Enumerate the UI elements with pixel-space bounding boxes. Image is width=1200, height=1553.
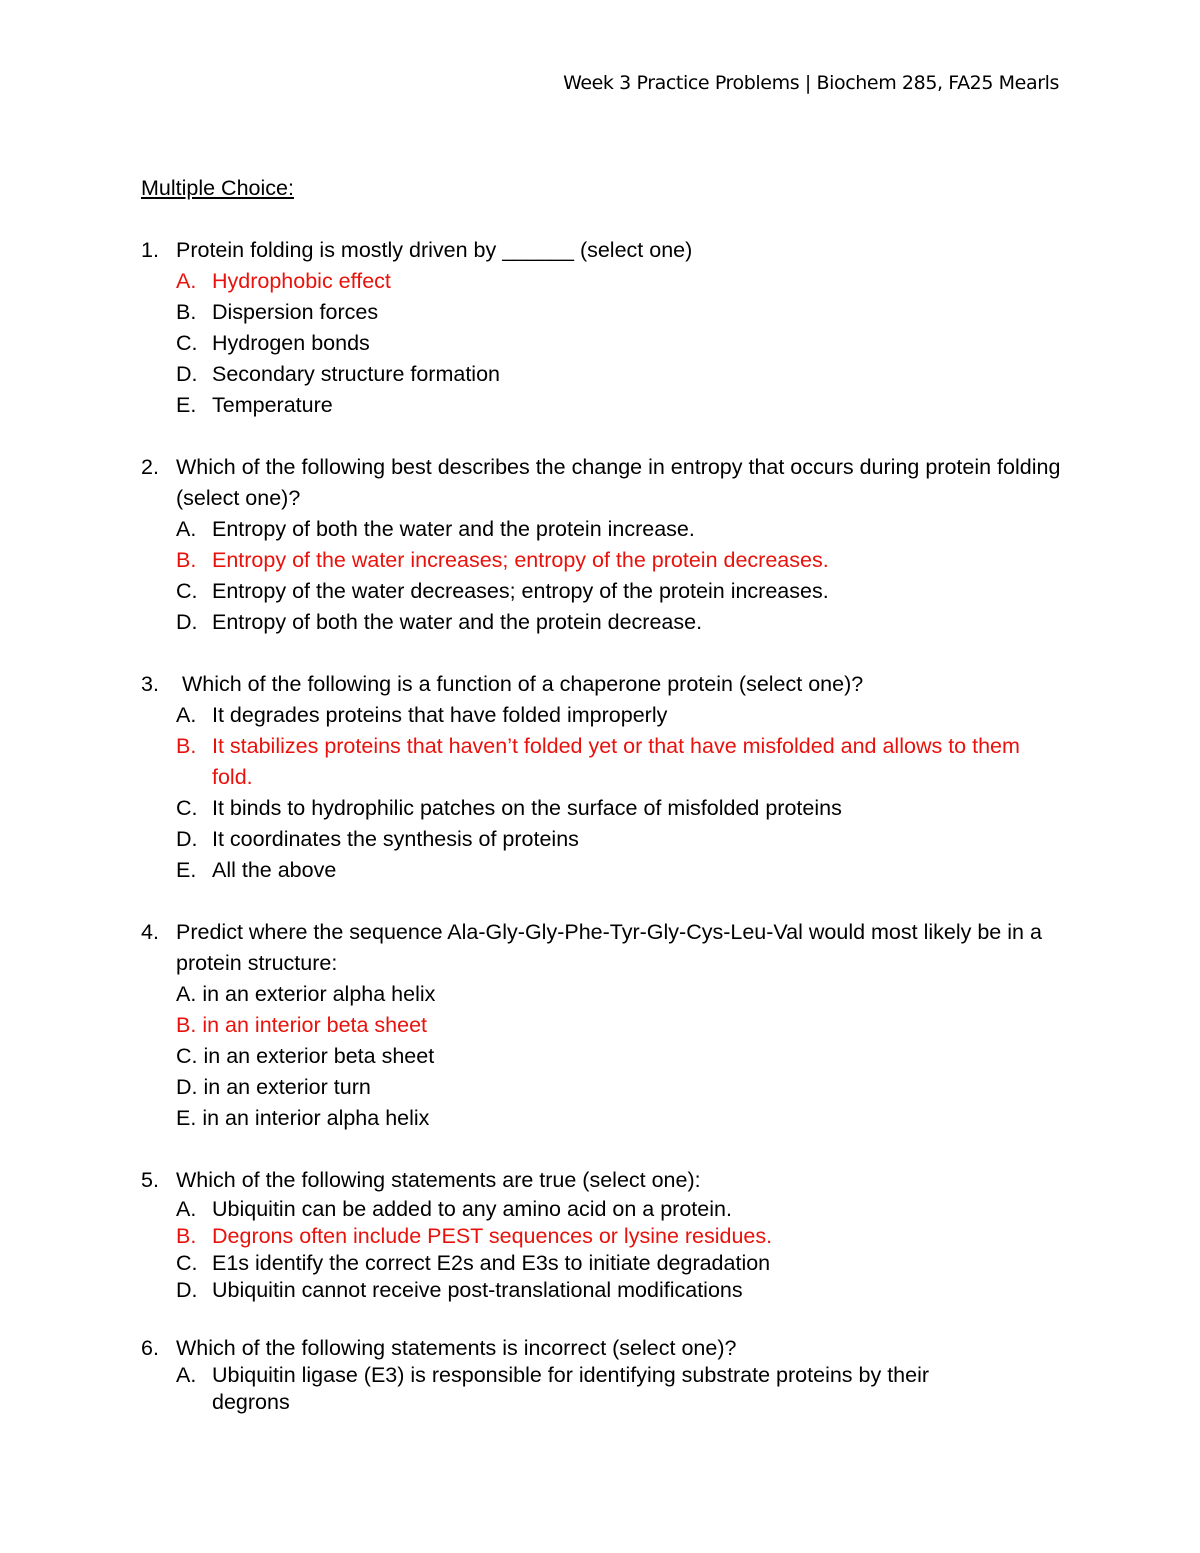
question-number: 2. xyxy=(141,455,159,479)
option-letter: D. xyxy=(176,610,198,634)
answer-option xyxy=(176,1041,1071,1072)
document-body xyxy=(141,173,1071,1447)
option-letter: D. xyxy=(176,1075,198,1099)
answer-option xyxy=(176,359,1071,390)
answer-option xyxy=(176,979,1071,1010)
answer-options xyxy=(141,266,1071,421)
option-text: It degrades proteins that have folded improperly xyxy=(212,703,668,727)
question-text: Which of the following best describes the change in entropy that occurs during protein folding (select one)? xyxy=(176,455,1061,510)
option-text: Ubiquitin can be added to any amino acid on a protein. xyxy=(212,1197,732,1221)
question-1 xyxy=(141,235,1071,421)
answer-option xyxy=(176,793,1071,824)
option-text: Entropy of both the water and the protein decrease. xyxy=(212,610,703,634)
option-text: in an exterior turn xyxy=(203,1075,371,1099)
option-text: Entropy of the water decreases; entropy of the protein increases. xyxy=(212,579,829,603)
question-text: Protein folding is mostly driven by ______ (select one) xyxy=(176,238,693,262)
option-letter: A. xyxy=(176,1363,197,1387)
answer-option xyxy=(176,855,1071,886)
answer-options xyxy=(141,1196,1071,1304)
option-letter: A. xyxy=(176,269,197,293)
option-letter: E. xyxy=(176,1106,197,1130)
answer-option-correct xyxy=(176,1223,1071,1250)
option-letter: C. xyxy=(176,1044,198,1068)
answer-option-correct xyxy=(176,266,1071,297)
option-text: It binds to hydrophilic patches on the surface of misfolded proteins xyxy=(212,796,842,820)
option-letter: C. xyxy=(176,579,198,603)
answer-option xyxy=(176,297,1071,328)
answer-option-correct xyxy=(176,545,1071,576)
question-text: Predict where the sequence Ala-Gly-Gly-Phe-Tyr-Gly-Cys-Leu-Val would most likely be in a protein structure: xyxy=(176,920,1042,975)
option-letter: B. xyxy=(176,300,197,324)
question-text: Which of the following statements is incorrect (select one)? xyxy=(176,1336,737,1360)
question-number: 1. xyxy=(141,238,159,262)
question-6 xyxy=(141,1335,1071,1416)
option-letter: E. xyxy=(176,858,197,882)
option-text: Ubiquitin cannot receive post-translational modifications xyxy=(212,1278,743,1302)
option-text: in an exterior alpha helix xyxy=(202,982,436,1006)
option-text: It coordinates the synthesis of proteins xyxy=(212,827,579,851)
option-letter: C. xyxy=(176,796,198,820)
answer-option xyxy=(176,1072,1071,1103)
option-text: in an exterior beta sheet xyxy=(203,1044,435,1068)
question-number: 4. xyxy=(141,920,159,944)
answer-option xyxy=(176,700,1071,731)
option-text: Hydrogen bonds xyxy=(212,331,370,355)
answer-option xyxy=(176,1362,1071,1416)
question-number: 6. xyxy=(141,1336,159,1360)
option-letter: D. xyxy=(176,1278,198,1302)
answer-options xyxy=(141,514,1071,638)
option-text: Degrons often include PEST sequences or lysine residues. xyxy=(212,1224,773,1248)
answer-option xyxy=(176,1196,1071,1223)
answer-option xyxy=(176,390,1071,421)
answer-option xyxy=(176,514,1071,545)
answer-options xyxy=(141,700,1071,886)
question-number: 5. xyxy=(141,1168,159,1192)
option-text: E1s identify the correct E2s and E3s to initiate degradation xyxy=(212,1251,771,1275)
option-letter: E. xyxy=(176,393,197,417)
option-letter: A. xyxy=(176,1197,197,1221)
question-text: Which of the following is a function of a chaperone protein (select one)? xyxy=(176,672,864,696)
answer-option xyxy=(176,824,1071,855)
answer-option xyxy=(176,1103,1071,1134)
option-letter: C. xyxy=(176,1251,198,1275)
option-text: in an interior beta sheet xyxy=(202,1013,428,1037)
answer-option-correct xyxy=(176,731,1071,793)
option-text: Entropy of both the water and the protein increase. xyxy=(212,517,695,541)
option-text: It stabilizes proteins that haven’t folded yet or that have misfolded and allows to them fold. xyxy=(212,734,1020,789)
question-2 xyxy=(141,452,1071,638)
option-text: Temperature xyxy=(212,393,333,417)
option-letter: A. xyxy=(176,982,197,1006)
option-letter: B. xyxy=(176,548,197,572)
answer-option xyxy=(176,328,1071,359)
option-text: Ubiquitin ligase (E3) is responsible for identifying substrate proteins by their degrons xyxy=(212,1363,930,1414)
option-text: Dispersion forces xyxy=(212,300,379,324)
page-header: Week 3 Practice Problems | Biochem 285, FA25 Mearls xyxy=(563,72,1059,94)
option-text: Secondary structure formation xyxy=(212,362,500,386)
answer-options xyxy=(141,1362,1071,1416)
option-letter: A. xyxy=(176,703,197,727)
option-letter: C. xyxy=(176,331,198,355)
answer-option-correct xyxy=(176,1010,1071,1041)
question-3 xyxy=(141,669,1071,886)
option-text: Hydrophobic effect xyxy=(212,269,391,293)
option-letter: B. xyxy=(176,1224,197,1248)
section-title: Multiple Choice: xyxy=(141,176,294,200)
option-letter: A. xyxy=(176,517,197,541)
answer-option xyxy=(176,1250,1071,1277)
question-5 xyxy=(141,1165,1071,1304)
option-letter: B. xyxy=(176,734,197,758)
option-text: All the above xyxy=(212,858,337,882)
answer-option xyxy=(176,1277,1071,1304)
question-text: Which of the following statements are true (select one): xyxy=(176,1168,701,1192)
answer-option xyxy=(176,576,1071,607)
answer-option xyxy=(176,607,1071,638)
question-number: 3. xyxy=(141,672,159,696)
option-text: in an interior alpha helix xyxy=(202,1106,430,1130)
option-letter: D. xyxy=(176,362,198,386)
option-letter: D. xyxy=(176,827,198,851)
question-4 xyxy=(141,917,1071,1134)
option-text: Entropy of the water increases; entropy of the protein decreases. xyxy=(212,548,829,572)
option-letter: B. xyxy=(176,1013,197,1037)
answer-options xyxy=(141,979,1071,1134)
